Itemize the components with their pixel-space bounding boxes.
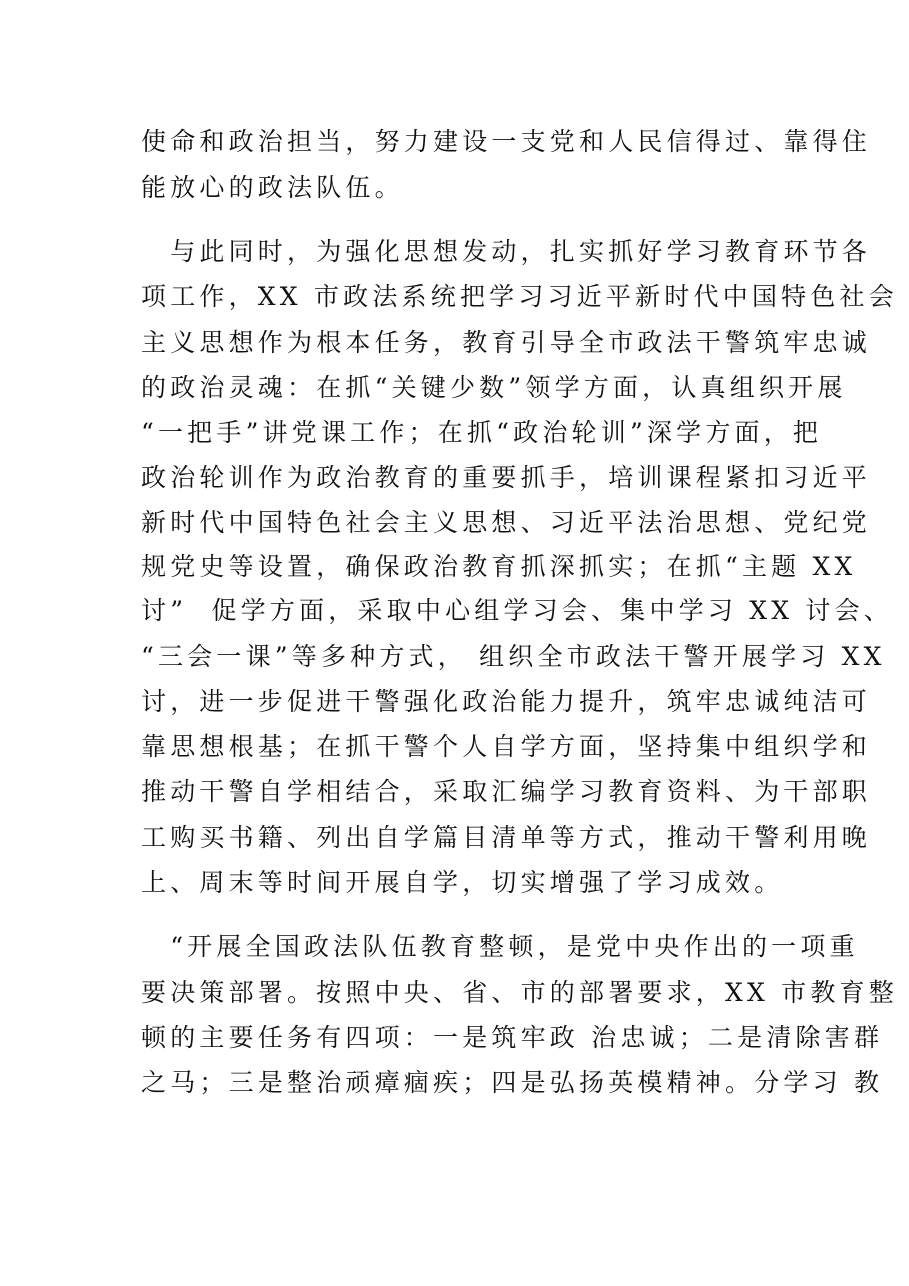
text-line: 靠思想根基；在抓干警个人自学方面，坚持集中组织学和 (141, 732, 872, 761)
text-line: 讨，进一步促进干警强化政治能力提升，筑牢忠诚纯洁可 (141, 687, 872, 716)
text-line: “开展全国政法队伍教育整顿，是党中央作出的一项重 (141, 932, 859, 961)
text-line: 与此同时，为强化思想发动，扎实抓好学习教育环节各 (141, 237, 872, 266)
text-line: 新时代中国特色社会主义思想、习近平法治思想、党纪党 (141, 508, 872, 537)
text-line: 能放心的政法队伍。 (141, 173, 404, 202)
text-line: 上、周末等时间开展自学，切实增强了学习成效。 (141, 868, 784, 897)
text-line: 规党史等设置，确保政治教育抓深抓实；在抓“主题 XX (141, 552, 857, 581)
text-line: 之马；三是整治顽瘴痼疾；四是弘扬英模精神。分学习 教 (141, 1068, 884, 1097)
text-line: 使命和政治担当，努力建设一支党和人民信得过、靠得住 (141, 127, 872, 156)
text-line: 顿的主要任务有四项：一是筑牢政 治忠诚；二是清除害群 (141, 1023, 884, 1052)
text-line: 讨” 促学方面，采取中心组学习会、集中学习 XX 讨会、 (141, 596, 893, 625)
text-line: 项工作，XX 市政法系统把学习习近平新时代中国特色社会 (141, 282, 898, 311)
text-line: 主义思想作为根本任务，教育引导全市政法干警筑牢忠诚 (141, 328, 872, 357)
text-line: 工购买书籍、列出自学篇目清单等方式，推动干警利用晚 (141, 823, 872, 852)
text-line: 的政治灵魂：在抓“关键少数”领学方面，认真组织开展 (141, 373, 847, 402)
text-line: 推动干警自学相结合，采取汇编学习教育资料、为干部职 (141, 777, 872, 806)
text-line: “三会一课”等多种方式， 组织全市政法干警开展学习 XX (141, 642, 886, 671)
text-line: 政治轮训作为政治教育的重要抓手，培训课程紧扣习近平 (141, 463, 872, 492)
text-line: “一把手”讲党课工作；在抓“政治轮训”深学方面，把 (141, 418, 823, 447)
text-line: 要决策部署。按照中央、省、市的部署要求，XX 市教育整 (141, 978, 898, 1007)
